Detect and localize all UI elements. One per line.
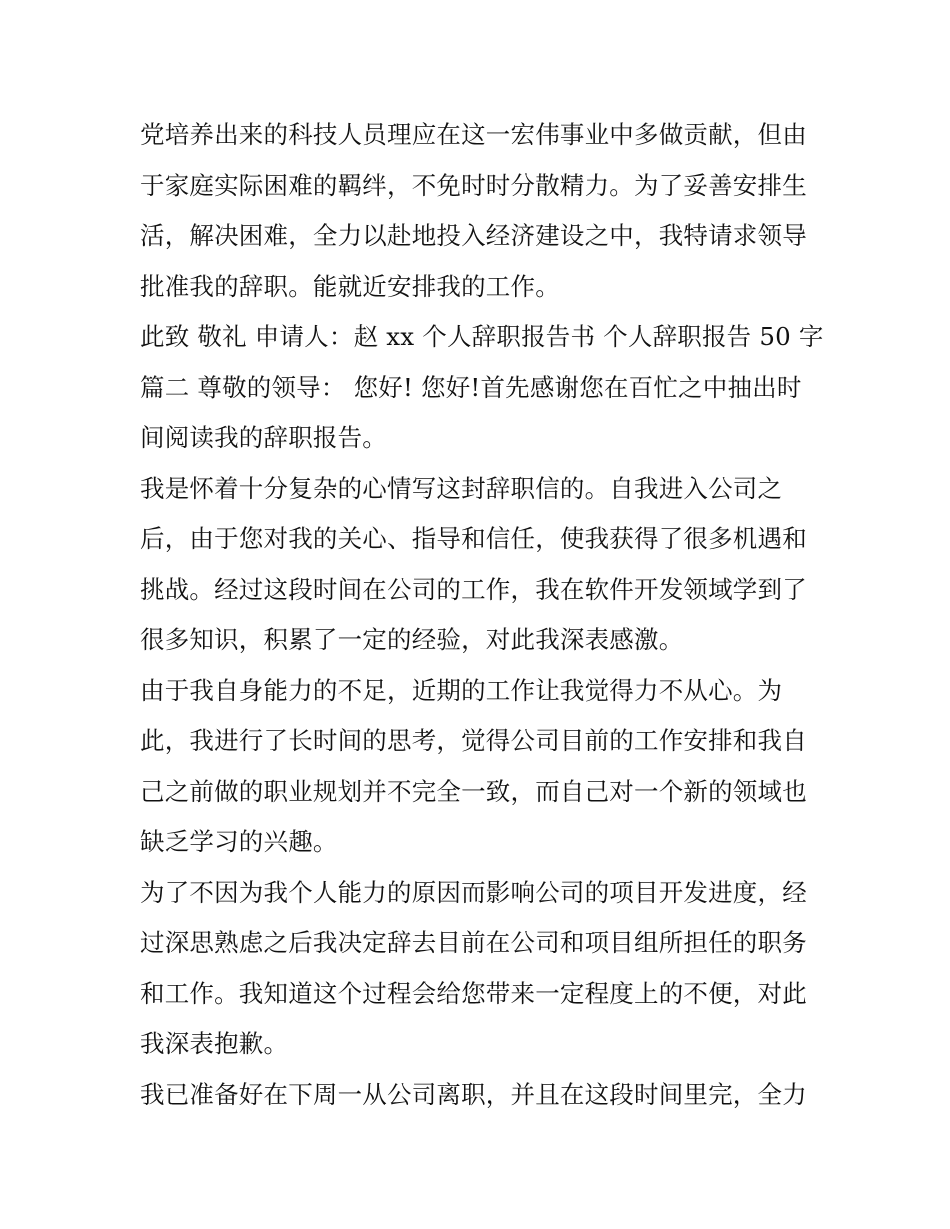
text-line: 和工作。我知道这个过程会给您带来一定程度上的不便，对此: [140, 978, 807, 1008]
text-line: 很多知识，积累了一定的经验，对此我深表感激。: [140, 625, 684, 654]
paragraph-1: [140, 110, 810, 312]
text-line: 过深思熟虑之后我决定辞去目前在公司和项目组所担任的职务: [140, 928, 807, 957]
text-line: 于家庭实际困难的羁绊，不免时时分散精力。为了妥善安排生: [140, 170, 807, 200]
text-line: 为了不因为我个人能力的原因而影响公司的项目开发进度，经: [140, 877, 807, 907]
text-line: 此致 敬礼 申请人：赵 xx 个人辞职报告书 个人辞职报告 50 字: [140, 322, 824, 351]
paragraph-3: [140, 464, 810, 666]
paragraph-6: [140, 1070, 810, 1121]
text-line: 挑战。经过这段时间在公司的工作，我在软件开发领域学到了: [140, 574, 807, 604]
text-line: 活，解决困难，全力以赴地投入经济建设之中，我特请求领导: [140, 221, 807, 250]
paragraph-5: [140, 868, 810, 1070]
document-body: [140, 110, 824, 1120]
text-line: 批准我的辞职。能就近安排我的工作。: [140, 271, 560, 301]
text-line: 篇二 尊敬的领导： 您好! 您好!首先感谢您在百忙之中抽出时: [140, 372, 802, 402]
text-line: 此，我进行了长时间的思考，觉得公司目前的工作安排和我自: [140, 726, 807, 755]
text-line: 缺乏学习的兴趣。: [140, 827, 338, 856]
paragraph-2: [140, 312, 824, 464]
text-line: 我已准备好在下周一从公司离职，并且在这段时间里完，全力: [140, 1079, 807, 1109]
paragraph-4: [140, 666, 810, 868]
text-line: 间阅读我的辞职报告。: [140, 423, 387, 452]
text-line: 党培养出来的科技人员理应在这一宏伟事业中多做贡献，但由: [140, 120, 807, 149]
text-line: 己之前做的职业规划并不完全一致，而自己对一个新的领域也: [140, 776, 807, 806]
text-line: 我深表抱歉。: [140, 1029, 289, 1058]
text-line: 由于我自身能力的不足，近期的工作让我觉得力不从心。为: [140, 675, 783, 705]
text-line: 后，由于您对我的关心、指导和信任，使我获得了很多机遇和: [140, 524, 807, 553]
text-line: 我是怀着十分复杂的心情写这封辞职信的。自我进入公司之: [140, 473, 783, 503]
